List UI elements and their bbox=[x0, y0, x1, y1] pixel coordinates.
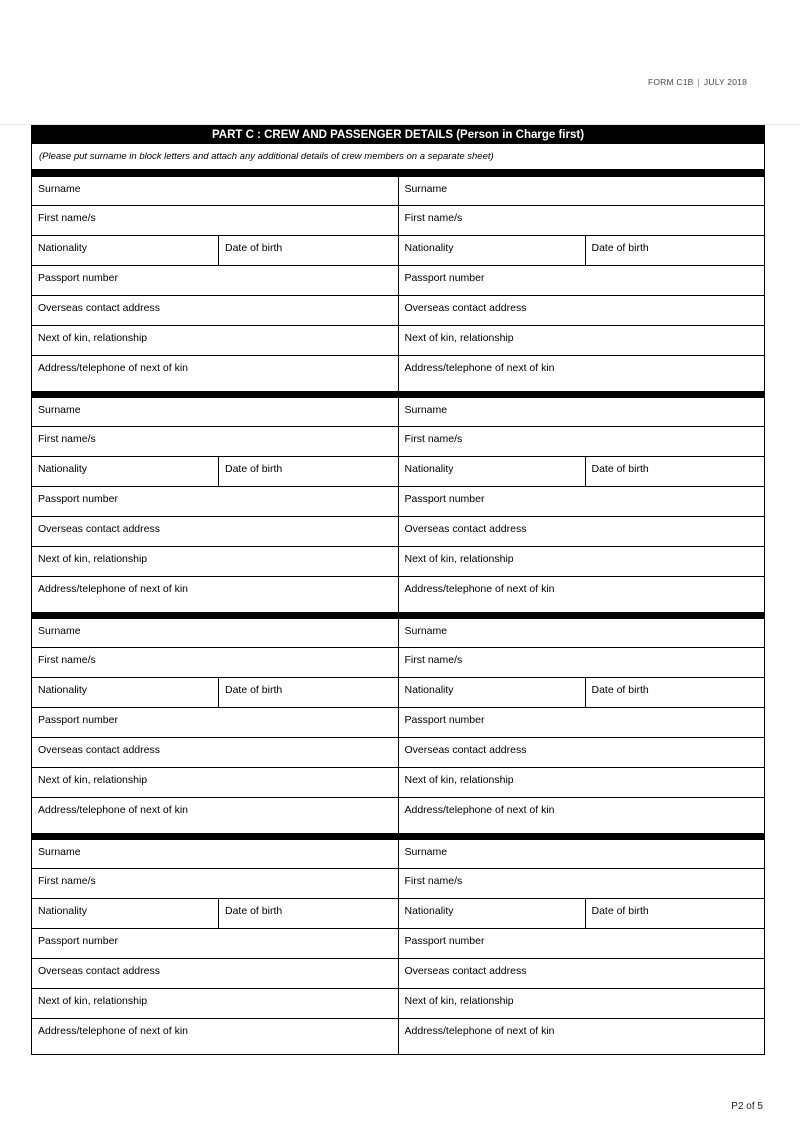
passport-row bbox=[399, 266, 765, 296]
surname-field[interactable]: Surname bbox=[38, 625, 81, 637]
first-names-row bbox=[32, 648, 398, 678]
next-of-kin-row bbox=[399, 768, 765, 798]
date-of-birth-field[interactable]: Date of birth bbox=[225, 463, 283, 475]
next-of-kin-field[interactable]: Next of kin, relationship bbox=[38, 774, 148, 786]
surname-field[interactable]: Surname bbox=[404, 404, 448, 416]
next-of-kin-address-field[interactable]: Address/telephone of next of kin bbox=[38, 1025, 189, 1037]
nationality-field[interactable]: Nationality bbox=[399, 899, 586, 928]
overseas-contact-address-field[interactable]: Overseas contact address bbox=[404, 744, 527, 756]
nationality-field[interactable]: Nationality bbox=[399, 678, 586, 707]
crew-passenger-form bbox=[31, 125, 765, 1055]
passport-number-field[interactable]: Passport number bbox=[38, 272, 118, 284]
overseas-contact-address-field[interactable]: Overseas contact address bbox=[404, 523, 527, 535]
first-names-field[interactable]: First name/s bbox=[38, 875, 96, 887]
passport-number-field[interactable]: Passport number bbox=[38, 714, 118, 726]
person-entry-right bbox=[399, 398, 765, 612]
nationality-dob-row bbox=[32, 457, 398, 487]
next-of-kin-address-row bbox=[399, 798, 765, 833]
next-of-kin-field[interactable]: Next of kin, relationship bbox=[38, 332, 148, 344]
first-names-field[interactable]: First name/s bbox=[38, 433, 96, 445]
first-names-field[interactable]: First name/s bbox=[404, 875, 463, 887]
passport-row bbox=[32, 266, 398, 296]
next-of-kin-address-field[interactable]: Address/telephone of next of kin bbox=[404, 1025, 555, 1037]
next-of-kin-row bbox=[32, 547, 398, 577]
overseas-contact-address-field[interactable]: Overseas contact address bbox=[404, 965, 527, 977]
date-of-birth-field[interactable]: Date of birth bbox=[225, 242, 283, 254]
nationality-dob-row bbox=[399, 678, 765, 708]
first-names-row bbox=[399, 427, 765, 457]
form-id-separator: | bbox=[697, 77, 700, 87]
person-blocks bbox=[32, 170, 764, 1054]
passport-row bbox=[32, 929, 398, 959]
person-block bbox=[32, 833, 764, 1054]
next-of-kin-row bbox=[399, 989, 765, 1019]
next-of-kin-address-row bbox=[32, 577, 398, 612]
passport-row bbox=[32, 708, 398, 738]
passport-number-field[interactable]: Passport number bbox=[404, 272, 485, 284]
passport-number-field[interactable]: Passport number bbox=[404, 935, 485, 947]
nationality-dob-row bbox=[32, 236, 398, 266]
passport-row bbox=[399, 487, 765, 517]
surname-field[interactable]: Surname bbox=[404, 846, 448, 858]
next-of-kin-address-row bbox=[399, 356, 765, 391]
nationality-dob-row bbox=[399, 236, 765, 266]
person-entry-left bbox=[32, 840, 399, 1054]
next-of-kin-address-row bbox=[32, 356, 398, 391]
overseas-address-row bbox=[32, 738, 398, 768]
passport-row bbox=[32, 487, 398, 517]
passport-number-field[interactable]: Passport number bbox=[38, 493, 118, 505]
overseas-address-row bbox=[399, 959, 765, 989]
passport-row bbox=[399, 929, 765, 959]
person-entry-right bbox=[399, 840, 765, 1054]
person-block bbox=[32, 391, 764, 612]
passport-row bbox=[399, 708, 765, 738]
overseas-address-row bbox=[32, 296, 398, 326]
person-block bbox=[32, 612, 764, 833]
surname-row bbox=[399, 619, 765, 648]
date-of-birth-field[interactable]: Date of birth bbox=[591, 905, 649, 917]
next-of-kin-address-field[interactable]: Address/telephone of next of kin bbox=[38, 583, 189, 595]
first-names-row bbox=[32, 427, 398, 457]
overseas-address-row bbox=[399, 738, 765, 768]
person-entry-left bbox=[32, 177, 399, 391]
form-identifier bbox=[648, 77, 747, 87]
overseas-address-row bbox=[32, 959, 398, 989]
first-names-field[interactable]: First name/s bbox=[404, 433, 463, 445]
passport-number-field[interactable]: Passport number bbox=[404, 714, 485, 726]
form-instructions: (Please put surname in block letters and attach any additional details of crew members on a separate sheet) bbox=[32, 144, 764, 170]
next-of-kin-address-row bbox=[399, 577, 765, 612]
next-of-kin-address-field[interactable]: Address/telephone of next of kin bbox=[404, 583, 555, 595]
overseas-address-row bbox=[399, 296, 765, 326]
first-names-row bbox=[399, 206, 765, 236]
next-of-kin-address-field[interactable]: Address/telephone of next of kin bbox=[404, 804, 555, 816]
next-of-kin-row bbox=[32, 326, 398, 356]
person-entry-left bbox=[32, 619, 399, 833]
surname-field[interactable]: Surname bbox=[404, 625, 448, 637]
overseas-contact-address-field[interactable]: Overseas contact address bbox=[38, 302, 160, 314]
first-names-row bbox=[32, 206, 398, 236]
overseas-contact-address-field[interactable]: Overseas contact address bbox=[404, 302, 527, 314]
passport-number-field[interactable]: Passport number bbox=[38, 935, 118, 947]
first-names-field[interactable]: First name/s bbox=[38, 654, 96, 666]
next-of-kin-address-row bbox=[32, 1019, 398, 1054]
first-names-field[interactable]: First name/s bbox=[404, 212, 463, 224]
surname-row bbox=[32, 840, 398, 869]
form-code: FORM C1B bbox=[647, 77, 694, 87]
date-of-birth-field[interactable]: Date of birth bbox=[591, 684, 649, 696]
surname-row bbox=[32, 619, 398, 648]
nationality-dob-row bbox=[32, 899, 398, 929]
next-of-kin-field[interactable]: Next of kin, relationship bbox=[38, 995, 148, 1007]
first-names-row bbox=[399, 869, 765, 899]
nationality-dob-row bbox=[32, 678, 398, 708]
overseas-address-row bbox=[32, 517, 398, 547]
surname-row bbox=[399, 177, 765, 206]
part-c-header: PART C : CREW AND PASSENGER DETAILS (Person in Charge first) bbox=[32, 125, 764, 144]
next-of-kin-address-row bbox=[399, 1019, 765, 1054]
date-of-birth-field[interactable]: Date of birth bbox=[591, 242, 649, 254]
passport-number-field[interactable]: Passport number bbox=[404, 493, 485, 505]
surname-row bbox=[32, 398, 398, 427]
nationality-field[interactable]: Nationality bbox=[399, 236, 586, 265]
nationality-field[interactable]: Nationality bbox=[32, 236, 219, 265]
surname-field[interactable]: Surname bbox=[404, 183, 448, 195]
next-of-kin-row bbox=[32, 768, 398, 798]
date-of-birth-field[interactable]: Date of birth bbox=[225, 684, 283, 696]
overseas-contact-address-field[interactable]: Overseas contact address bbox=[38, 744, 160, 756]
next-of-kin-field[interactable]: Next of kin, relationship bbox=[404, 553, 514, 565]
next-of-kin-row bbox=[399, 326, 765, 356]
next-of-kin-field[interactable]: Next of kin, relationship bbox=[404, 995, 514, 1007]
next-of-kin-address-row bbox=[32, 798, 398, 833]
nationality-field[interactable]: Nationality bbox=[32, 457, 219, 486]
surname-row bbox=[32, 177, 398, 206]
form-date: JULY 2018 bbox=[703, 77, 747, 87]
overseas-contact-address-field[interactable]: Overseas contact address bbox=[38, 523, 160, 535]
surname-field[interactable]: Surname bbox=[38, 183, 81, 195]
first-names-field[interactable]: First name/s bbox=[38, 212, 96, 224]
date-of-birth-field[interactable]: Date of birth bbox=[225, 905, 283, 917]
person-entry-right bbox=[399, 177, 765, 391]
surname-field[interactable]: Surname bbox=[38, 846, 81, 858]
person-entry-right bbox=[399, 619, 765, 833]
next-of-kin-row bbox=[399, 547, 765, 577]
surname-row bbox=[399, 840, 765, 869]
next-of-kin-field[interactable]: Next of kin, relationship bbox=[404, 774, 514, 786]
person-entry-left bbox=[32, 398, 399, 612]
surname-field[interactable]: Surname bbox=[38, 404, 81, 416]
next-of-kin-address-field[interactable]: Address/telephone of next of kin bbox=[38, 362, 189, 374]
next-of-kin-row bbox=[32, 989, 398, 1019]
nationality-field[interactable]: Nationality bbox=[32, 678, 219, 707]
nationality-dob-row bbox=[399, 899, 765, 929]
nationality-field[interactable]: Nationality bbox=[32, 899, 219, 928]
nationality-dob-row bbox=[399, 457, 765, 487]
first-names-field[interactable]: First name/s bbox=[404, 654, 463, 666]
overseas-address-row bbox=[399, 517, 765, 547]
date-of-birth-field[interactable]: Date of birth bbox=[591, 463, 649, 475]
surname-row bbox=[399, 398, 765, 427]
page-number: P2 of 5 bbox=[731, 1101, 763, 1112]
nationality-field[interactable]: Nationality bbox=[399, 457, 586, 486]
next-of-kin-address-field[interactable]: Address/telephone of next of kin bbox=[38, 804, 189, 816]
overseas-contact-address-field[interactable]: Overseas contact address bbox=[38, 965, 160, 977]
first-names-row bbox=[399, 648, 765, 678]
next-of-kin-field[interactable]: Next of kin, relationship bbox=[38, 553, 148, 565]
person-block bbox=[32, 170, 764, 391]
next-of-kin-address-field[interactable]: Address/telephone of next of kin bbox=[404, 362, 555, 374]
first-names-row bbox=[32, 869, 398, 899]
next-of-kin-field[interactable]: Next of kin, relationship bbox=[404, 332, 514, 344]
